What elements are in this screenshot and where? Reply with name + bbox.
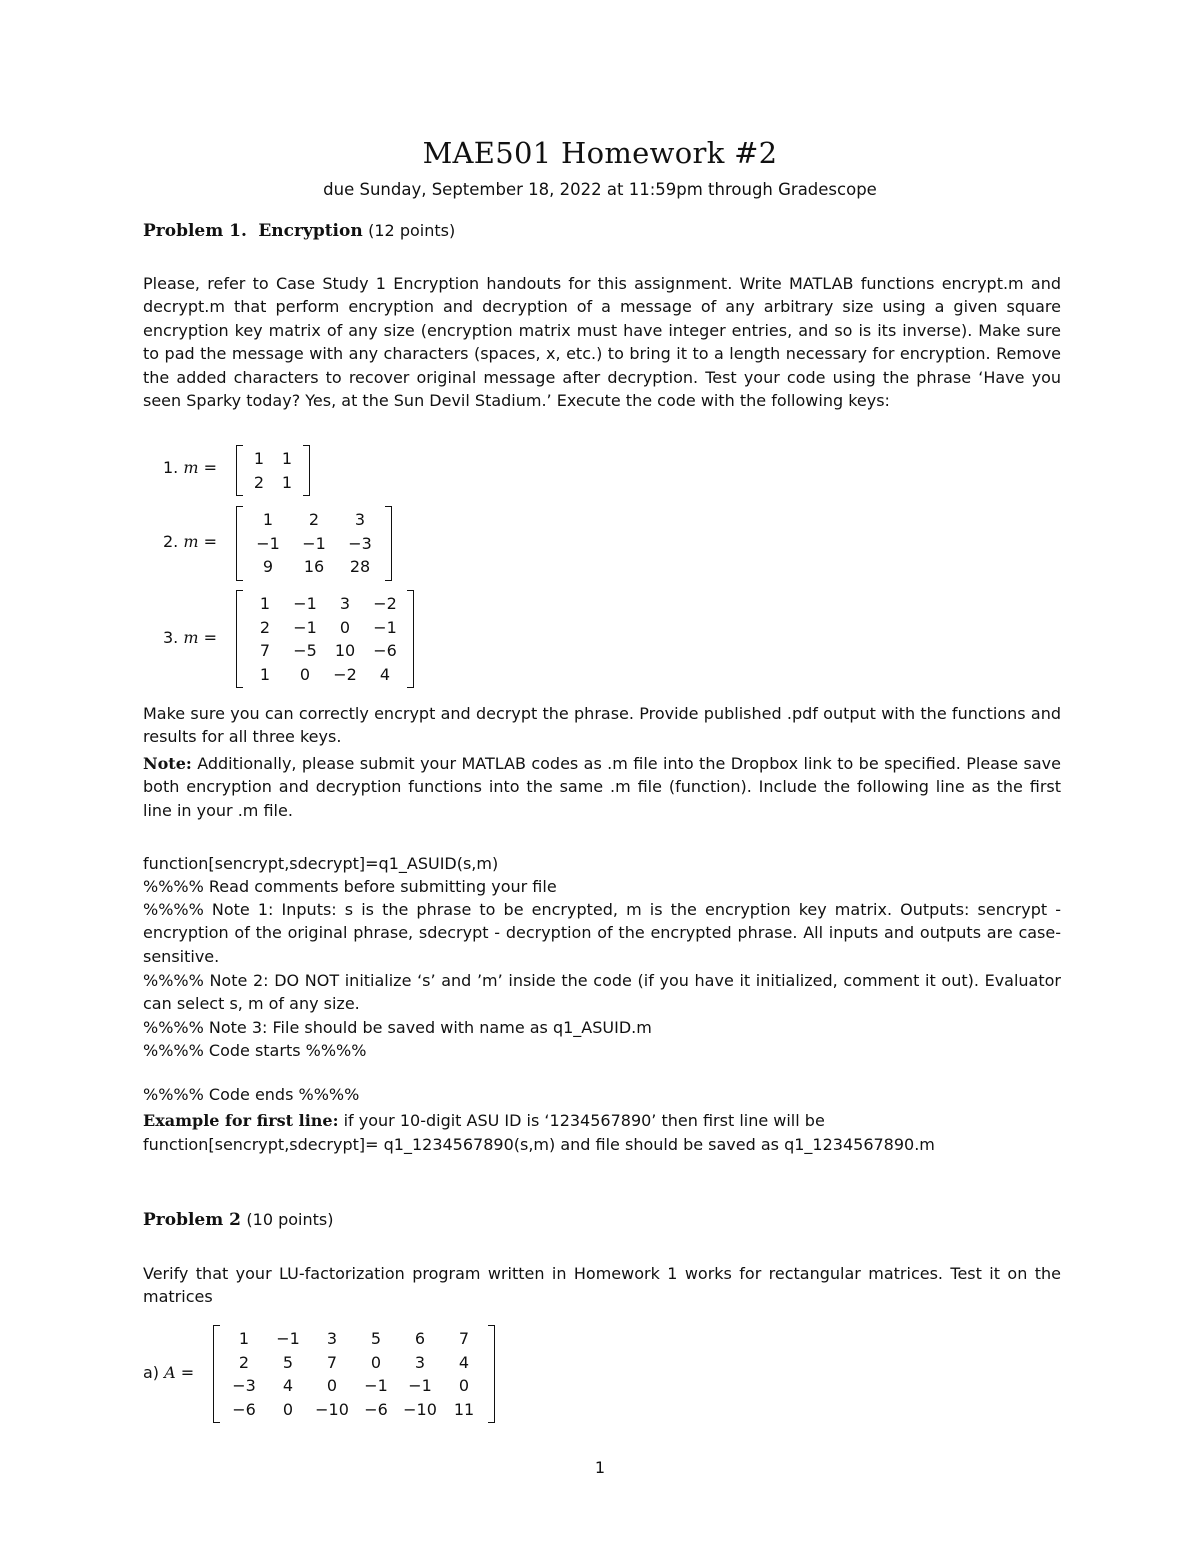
matrix-cell: 28 <box>349 557 371 577</box>
matrix-cell: 0 <box>458 1376 470 1396</box>
matrix-cell: −1 <box>302 533 326 553</box>
matrix-cell: 1 <box>262 510 274 530</box>
matrix-cell: 3 <box>414 1352 426 1372</box>
key2-label: 2. m = <box>163 532 218 551</box>
example-label: Example for first line: <box>143 1111 339 1130</box>
problem1-label: Problem 1. <box>143 221 247 241</box>
matrix-cell: −2 <box>333 664 357 684</box>
key2-var: m <box>183 532 199 551</box>
matrix-cell: 4 <box>282 1376 294 1396</box>
key2-matrix <box>236 506 392 581</box>
matrix-a-var: A <box>164 1363 176 1382</box>
matrix-cell: 16 <box>303 557 325 577</box>
code-line-1: function[sencrypt,sdecrypt]=q1_ASUID(s,m) <box>143 854 499 873</box>
problem2-label: Problem 2 <box>143 1210 241 1230</box>
matrix-cell: 6 <box>414 1329 426 1349</box>
matrix-cell: 7 <box>259 641 271 661</box>
problem1-intro: Please, refer to Case Study 1 Encryption handouts for this assignment. Write MATLAB functions encrypt.m and decrypt.m that perform encryption and decryption of a message of any arbitrary size using a given square encryption key matrix of any size (encryption matrix must have integer entries, and so is its inverse). Make sure to pad the message with any characters (spaces, x, etc.) to bring it to a length necessary for encryption. Remove the added characters to recover original message after decryption. Test your code using the phrase ‘Have you seen Sparky today? Yes, at the Sun Devil Stadium.’ Execute the code with the following keys: <box>143 274 1061 411</box>
matrix-cell: 2 <box>259 617 271 637</box>
key1-var: m <box>183 458 199 477</box>
matrix-cell: 3 <box>339 594 351 614</box>
matrix-a-label: a) A = <box>143 1363 195 1382</box>
matrix-cell: −10 <box>315 1399 349 1419</box>
page-number: 1 <box>594 1458 606 1477</box>
note-label: Note: <box>143 754 192 773</box>
note-text: Additionally, please submit your MATLAB codes as .m file into the Dropbox link to be specified. Please save both encryption and decryption functions into the same .m file (function). Include the following line as the first line in your .m file. <box>143 754 1061 820</box>
matrix-cell: 4 <box>379 664 391 684</box>
key3-var: m <box>183 628 199 647</box>
matrix-cell: 2 <box>238 1352 250 1372</box>
problem2-heading <box>143 1210 333 1230</box>
matrix-cell: 2 <box>253 472 265 492</box>
matrix-cell: 3 <box>326 1329 338 1349</box>
matrix-cell: 5 <box>370 1329 382 1349</box>
code-line-2: %%%% Read comments before submitting your file <box>143 877 557 896</box>
matrix-cell: 1 <box>253 449 265 469</box>
problem2-intro: Verify that your LU-factorization program written in Homework 1 works for rectangular matrices. Test it on the matrices <box>143 1264 1061 1307</box>
example-text: if your 10-digit ASU ID is ‘1234567890’ then first line will be <box>343 1111 825 1130</box>
matrix-cell: −1 <box>408 1376 432 1396</box>
problem1-points: (12 points) <box>368 221 456 240</box>
page-title: MAE501 Homework #2 <box>422 136 778 170</box>
matrix-cell: −10 <box>403 1399 437 1419</box>
code-line-6: %%%% Code starts %%%% <box>143 1041 367 1060</box>
code-line-3: %%%% Note 1: Inputs: s is the phrase to be encrypted, m is the encryption key matrix. Outputs: sencrypt - encryption of the original phrase, sdecrypt - decryption of the encrypted phrase. All inputs and outputs are case-sensitive. <box>143 900 1061 966</box>
matrix-cell: 1 <box>259 664 271 684</box>
matrix-cell: 1 <box>281 472 293 492</box>
key1-matrix <box>236 445 310 496</box>
after-keys-paragraph: Make sure you can correctly encrypt and decrypt the phrase. Provide published .pdf output with the functions and results for all three keys. <box>143 704 1061 747</box>
key2-number: 2. <box>163 532 179 551</box>
matrix-cell: 3 <box>354 510 366 530</box>
matrix-cell: 4 <box>458 1352 470 1372</box>
key3-number: 3. <box>163 628 179 647</box>
matrix-cell: 7 <box>458 1329 470 1349</box>
matrix-a <box>213 1325 495 1423</box>
code-line-7: %%%% Code ends %%%% <box>143 1085 360 1104</box>
matrix-cell: 2 <box>308 510 320 530</box>
matrix-cell: 0 <box>282 1399 294 1419</box>
matrix-cell: −3 <box>348 533 372 553</box>
matrix-cell: 1 <box>281 449 293 469</box>
key3-label: 3. m = <box>163 628 218 647</box>
key3-matrix <box>236 590 414 688</box>
code-line-5: %%%% Note 3: File should be saved with name as q1_ASUID.m <box>143 1018 652 1037</box>
problem1-name: Encryption <box>258 221 363 241</box>
problem2-points: (10 points) <box>246 1210 334 1229</box>
matrix-cell: 0 <box>326 1376 338 1396</box>
matrix-cell: 11 <box>453 1399 475 1419</box>
note-paragraph <box>143 752 1061 822</box>
example-code: function[sencrypt,sdecrypt]= q1_1234567890(s,m) and file should be saved as q1_1234567890.m <box>143 1135 935 1154</box>
due-date-subtitle: due Sunday, September 18, 2022 at 11:59pm through Gradescope <box>323 180 877 199</box>
matrix-cell: −1 <box>373 617 397 637</box>
matrix-cell: −2 <box>373 594 397 614</box>
matrix-cell: −3 <box>232 1376 256 1396</box>
matrix-cell: −1 <box>256 533 280 553</box>
code-line-4: %%%% Note 2: DO NOT initialize ‘s’ and ’m’ inside the code (if you have it initialized, comment it out). Evaluator can select s, m of any size. <box>143 971 1061 1014</box>
matrix-a-letter: a) <box>143 1363 160 1382</box>
matrix-cell: −5 <box>293 641 317 661</box>
matrix-cell: 0 <box>339 617 351 637</box>
key1-label: 1. m = <box>163 458 218 477</box>
problem1-heading <box>143 221 455 241</box>
matrix-cell: −1 <box>364 1376 388 1396</box>
matrix-cell: −1 <box>293 594 317 614</box>
matrix-cell: 1 <box>238 1329 250 1349</box>
matrix-cell: −1 <box>276 1329 300 1349</box>
matrix-cell: 1 <box>259 594 271 614</box>
matrix-cell: 9 <box>262 557 274 577</box>
key1-number: 1. <box>163 458 179 477</box>
matrix-cell: 0 <box>370 1352 382 1372</box>
matrix-cell: 10 <box>334 641 356 661</box>
matrix-cell: 7 <box>326 1352 338 1372</box>
matrix-cell: −6 <box>373 641 397 661</box>
matrix-cell: 5 <box>282 1352 294 1372</box>
example-line <box>143 1111 825 1130</box>
matrix-cell: 0 <box>299 664 311 684</box>
matrix-cell: −6 <box>232 1399 256 1419</box>
matrix-cell: −1 <box>293 617 317 637</box>
matrix-cell: −6 <box>364 1399 388 1419</box>
